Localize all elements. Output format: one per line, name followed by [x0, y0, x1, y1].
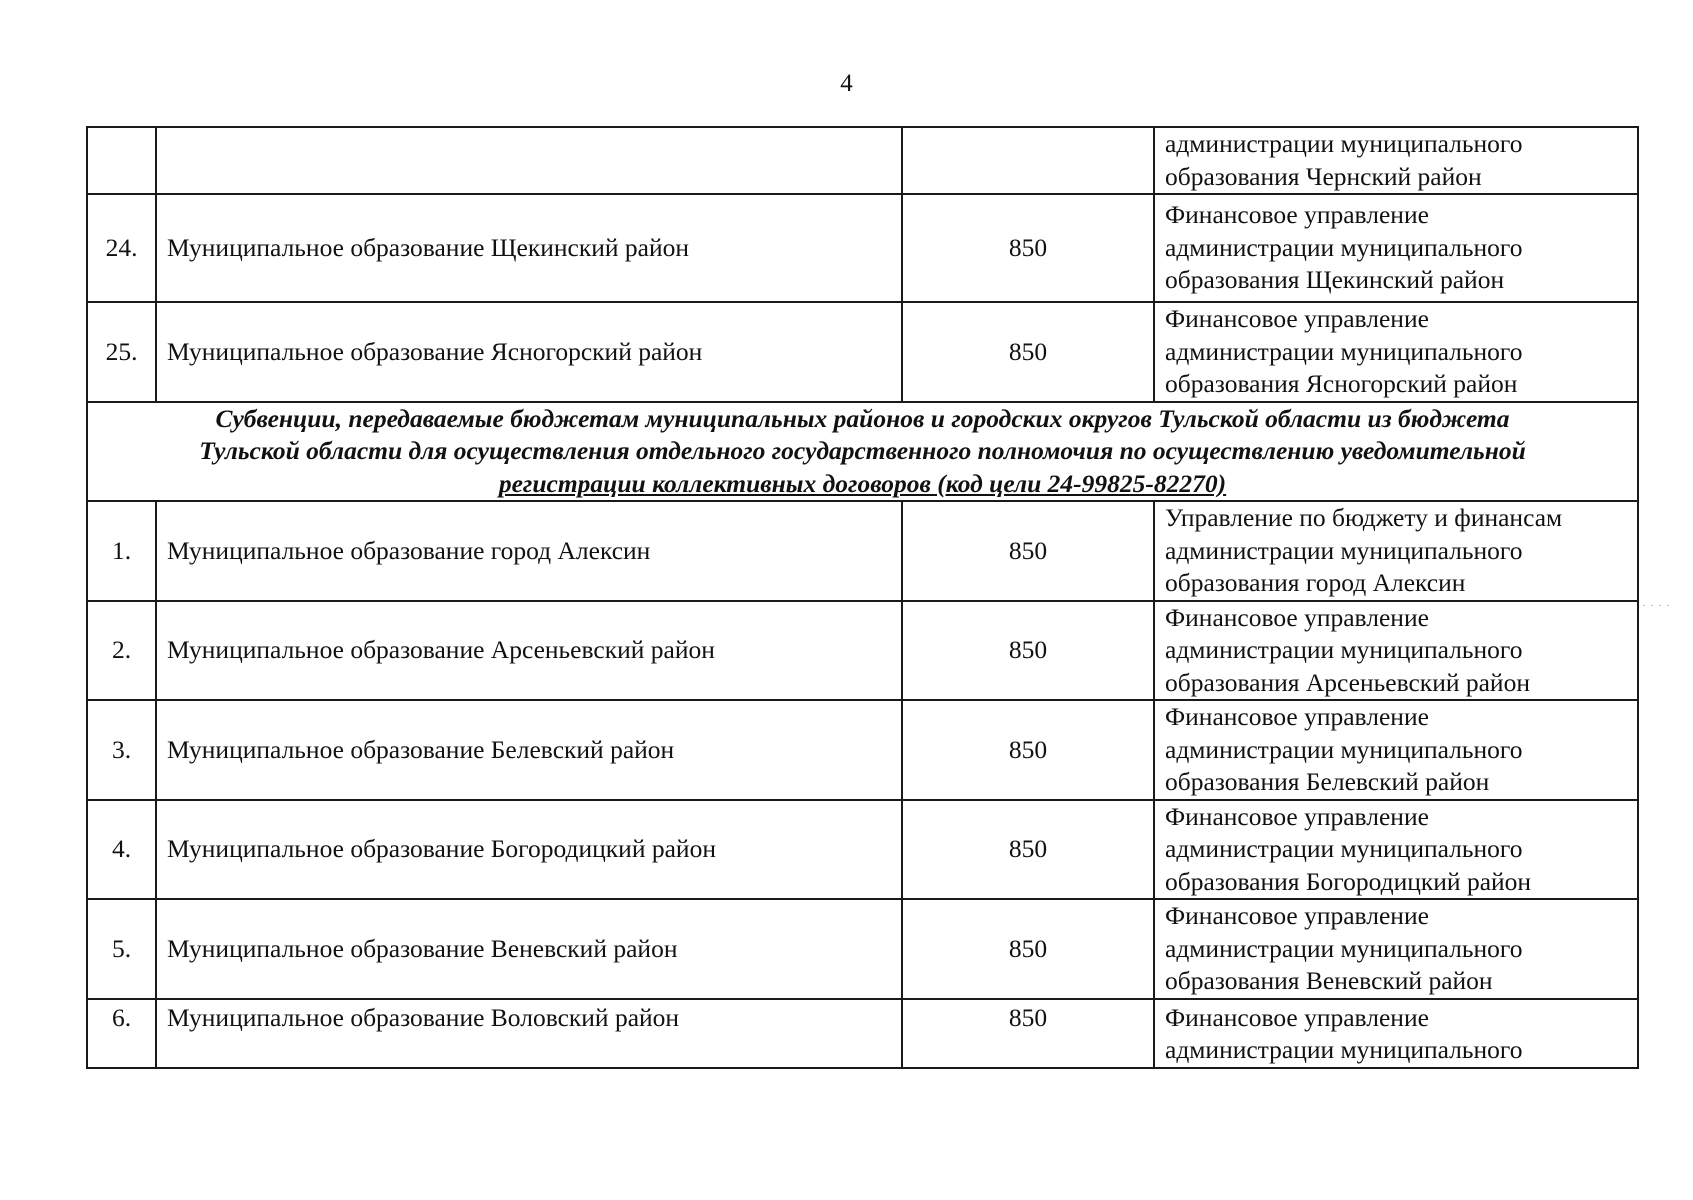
agency-cell: Финансовое управление администрации муниципального образования Белевский район — [1154, 700, 1638, 800]
agency-cell: администрации муниципального образования Чернский район — [1154, 127, 1638, 194]
row-number-cell: 3. — [87, 700, 156, 800]
agency-cell: Финансовое управление администрации муниципального образования Ясногорский район — [1154, 302, 1638, 402]
code-cell: 850 — [902, 899, 1154, 999]
municipality-cell: Муниципальное образование город Алексин — [156, 501, 902, 601]
municipality-cell: Муниципальное образование Арсеньевский район — [156, 601, 902, 701]
row-number-cell: 2. — [87, 601, 156, 701]
row-number-cell: 1. — [87, 501, 156, 601]
code-cell: 850 — [902, 501, 1154, 601]
code-cell — [902, 127, 1154, 194]
section-heading-line-2: Тульской области для осуществления отдельного государственного полномочия по осуществлению уведомительной — [199, 436, 1526, 465]
municipality-cell: Муниципальное образование Щекинский район — [156, 194, 902, 302]
municipality-cell: Муниципальное образование Белевский район — [156, 700, 902, 800]
code-cell: 850 — [902, 302, 1154, 402]
page-number: 4 — [840, 70, 853, 97]
table-row — [87, 127, 1638, 194]
agency-cell: Финансовое управление администрации муниципального — [1154, 999, 1638, 1068]
code-cell: 850 — [902, 800, 1154, 900]
municipality-cell — [156, 127, 902, 194]
agency-cell: Финансовое управление администрации муниципального образования Веневский район — [1154, 899, 1638, 999]
table-row — [87, 601, 1638, 701]
municipality-cell: Муниципальное образование Ясногорский район — [156, 302, 902, 402]
agency-cell: Финансовое управление администрации муниципального образования Арсеньевский район — [1154, 601, 1638, 701]
row-number-cell: 24. — [87, 194, 156, 302]
table-row — [87, 700, 1638, 800]
table-row — [87, 899, 1638, 999]
section-heading-row — [87, 402, 1638, 502]
code-cell: 850 — [902, 999, 1154, 1068]
section-heading-line-3: регистрации коллективных договоров (код цели 24-99825-82270) — [498, 468, 1227, 498]
municipality-cell: Муниципальное образование Воловский район — [156, 999, 902, 1068]
code-cell: 850 — [902, 601, 1154, 701]
section-heading — [87, 402, 1638, 502]
section-heading-line-1: Субвенции, передаваемые бюджетам муниципальных районов и городских округов Тульской области из бюджета — [215, 403, 1510, 433]
table-row — [87, 999, 1638, 1068]
row-number-cell: 4. — [87, 800, 156, 900]
row-number-cell: 5. — [87, 899, 156, 999]
code-cell: 850 — [902, 194, 1154, 302]
table-row — [87, 800, 1638, 900]
table-row — [87, 501, 1638, 601]
agency-cell: Финансовое управление администрации муниципального образования Богородицкий район — [1154, 800, 1638, 900]
row-number-cell: 25. — [87, 302, 156, 402]
agency-cell: Финансовое управление администрации муниципального образования Щекинский район — [1154, 194, 1638, 302]
agency-cell: Управление по бюджету и финансам администрации муниципального образования город Алексин — [1154, 501, 1638, 601]
row-number-cell: 6. — [87, 999, 156, 1068]
municipality-cell: Муниципальное образование Богородицкий район — [156, 800, 902, 900]
scan-artifact-dots: ···· — [1642, 598, 1674, 612]
table-row — [87, 194, 1638, 302]
municipality-cell: Муниципальное образование Веневский район — [156, 899, 902, 999]
distribution-table — [86, 126, 1639, 1069]
row-number-cell — [87, 127, 156, 194]
code-cell: 850 — [902, 700, 1154, 800]
table-row — [87, 302, 1638, 402]
